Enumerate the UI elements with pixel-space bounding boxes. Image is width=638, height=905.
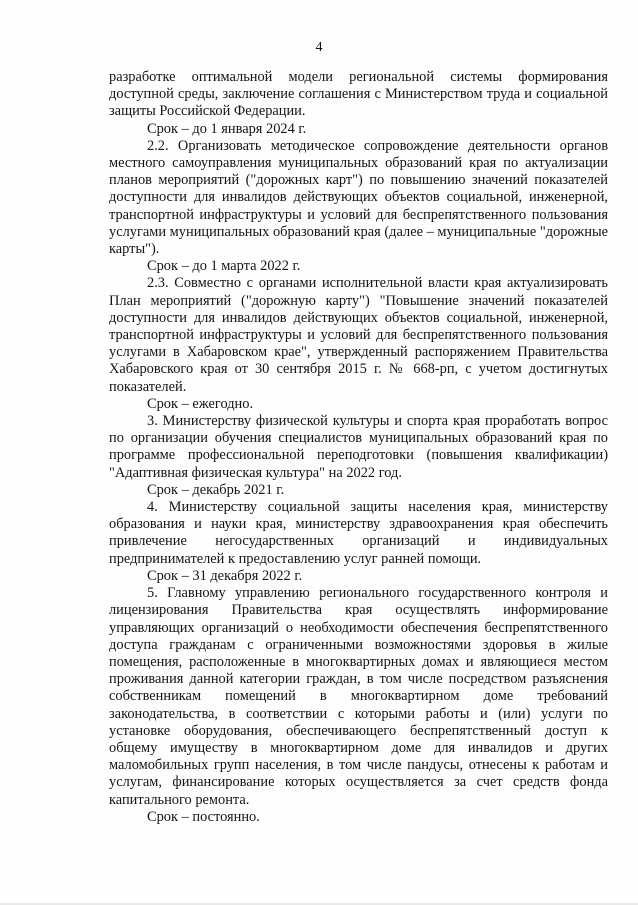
item-paragraph: 4. Министерству социальной защиты населения края, министерству образования и науки края, министерству здравоохранения края обеспечить привлечение негосударственных организаций и индивидуальных предпринимателей к предоставлению услуг ранней помощи. [109, 499, 608, 567]
paragraph-continuation: разработке оптимальной модели региональной системы формирования доступной среды, заключение соглашения с Министерством труда и социальной защиты Российской Федерации. [109, 69, 608, 120]
deadline-paragraph: Срок – ежегодно. [147, 395, 254, 412]
page-number: 4 [315, 40, 323, 55]
document-body [109, 69, 608, 826]
deadline-paragraph: Срок – 31 декабря 2022 г. [147, 567, 303, 584]
deadline-paragraph: Срок – до 1 января 2024 г. [147, 120, 307, 137]
deadline-paragraph: Срок – постоянно. [147, 808, 260, 825]
item-paragraph: 3. Министерству физической культуры и спорта края проработать вопрос по организации обучения специалистов муниципальных образований края по программе профессиональной переподготовки (повышения квалификации) "Адаптивная физическая культура" на 2022 год. [109, 413, 608, 481]
item-paragraph: 2.3. Совместно с органами исполнительной власти края актуализировать План мероприятий ("дорожную карту") "Повышение значений показателей доступности для инвалидов действующих объектов социальной, инженерной, транспортной инфраструктуры и условий для беспрепятственного пользования услугами в Хабаровском крае", утвержденный распоряжением Правительства Хабаровского края от 30 сентября 2015 г. № 668-рп, с учетом достигнутых показателей. [109, 275, 608, 395]
deadline-paragraph: Срок – декабрь 2021 г. [147, 481, 285, 498]
item-paragraph: 2.2. Организовать методическое сопровождение деятельности органов местного самоуправления муниципальных образований края по актуализации планов мероприятий ("дорожных карт") по повышению значений показателей доступности для инвалидов действующих объектов социальной, инженерной, транспортной инфраструктуры и условий для беспрепятственного пользования услугами муниципальных образований края (далее – муниципальные "дорожные карты"). [109, 137, 608, 258]
item-paragraph: 5. Главному управлению регионального государственного контроля и лицензирования Правительства края осуществлять информирование управляющих организаций о необходимости обеспечения беспрепятственного доступа гражданам с ограниченными возможностями здоровья в жилые помещения, расположенные в многоквартирных домах и являющиеся местом проживания данной категории граждан, в том числе посредством разъяснения собственникам помещений в многоквартирном доме требований законодательства, в соответствии с которыми работы и (или) услуги по установке оборудования, обеспечивающего беспрепятственный доступ к общему имуществу в многоквартирном доме для инвалидов и других маломобильных групп населения, в том числе пандусы, отнесены к работам и услугам, финансирование которых осуществляется за счет средств фонда капитального ремонта. [109, 585, 608, 808]
deadline-paragraph: Срок – до 1 марта 2022 г. [147, 258, 301, 275]
